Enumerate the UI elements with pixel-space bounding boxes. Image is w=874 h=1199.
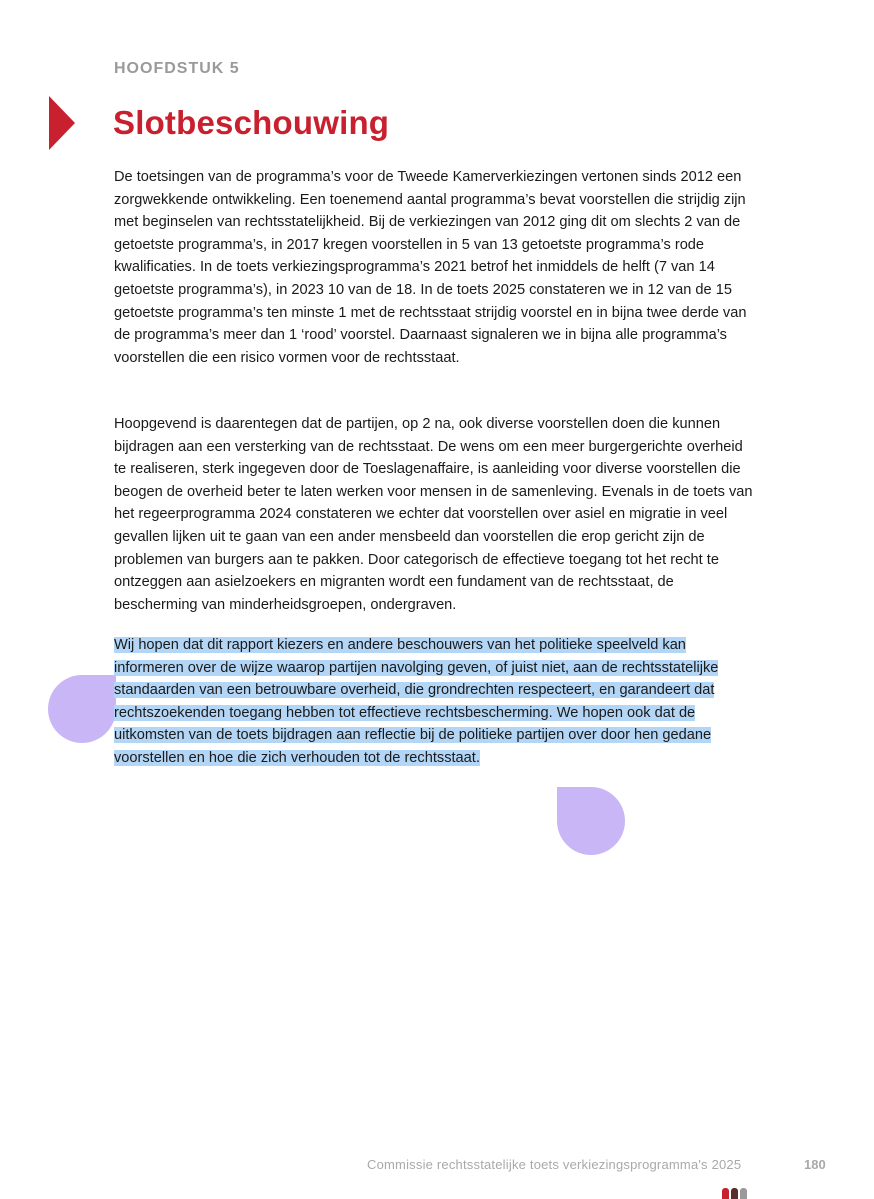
page-number: 180 [804, 1157, 826, 1172]
chapter-marker-triangle [49, 96, 75, 150]
logo-icon [722, 1185, 752, 1199]
page-title: Slotbeschouwing [113, 104, 390, 141]
decorative-blob-left [48, 675, 116, 743]
footer-publication-title: Commissie rechtsstatelijke toets verkiezingsprogramma's 2025 [367, 1157, 742, 1172]
text-selection-highlight[interactable]: Wij hopen dat dit rapport kiezers en andere beschouwers van het politieke speelveld kan informeren over de wijze waarop partijen navolging geven, of juist niet, aan de rechtsstatelijke standaarden van een betrouwbare overheid, die grondrechten respecteert, en garandeert dat rechtszoekenden toegang hebben tot effectieve rechtsbescherming. We hopen ook dat de uitkomsten van de toets bijdragen aan reflectie bij de politieke partijen over door hen gedane voorstellen en hoe die zich verhouden tot de rechtsstaat. [114, 637, 719, 766]
chapter-label: HOOFDSTUK 5 [114, 60, 240, 77]
paragraph-3-selected[interactable] [114, 634, 754, 770]
paragraph-2[interactable]: Hoopgevend is daarentegen dat de partijen, op 2 na, ook diverse voorstellen doen die kunnen bijdragen aan een versterking van de rechtsstaat. De wens om een meer burgergerichte overheid te realiseren, sterk ingegeven door de Toeslagenaffaire, is aanleiding voor diverse voorstellen die beogen de overheid beter te laten werken voor mensen in de samenleving. Evenals in de toets van het regeerprogramma 2024 constateren we echter dat voorstellen over asiel en migratie in veel gevallen lijken uit te gaan van een ander mensbeeld dan voorstellen die erop gericht zijn de problemen van burgers aan te pakken. Door categorisch de effectieve toegang tot het recht te ontzeggen aan asielzoekers en migranten wordt een fundament van de rechtsstaat, de bescherming van minderheidsgroepen, ondergraven. [114, 416, 753, 613]
paragraph-1[interactable]: De toetsingen van de programma’s voor de Tweede Kamerverkiezingen vertonen sinds 2012 een zorgwekkende ontwikkeling. Een toenemend aantal programma’s bevat voorstellen die strijdig zijn met beginselen van rechtsstatelijkheid. Bij de verkiezingen van 2012 ging dit om slechts 2 van de getoetste programma’s, in 2017 kregen voorstellen in 5 van 13 getoetste programma’s rode kwalificaties. In de toets verkiezingsprogramma’s 2021 betrof het inmiddels de helft (7 van 14 getoetste programma’s), in 2023 10 van de 18. In de toets 2025 constateren we in 12 van de 15 getoetste programma’s ten minste 1 met de rechtsstaat strijdig voorstel en in bijna twee derde van de programma’s meer dan 1 ‘rood’ voorstel. Daarnaast signaleren we in bijna alle programma’s voorstellen die een risico vormen voor de rechtsstaat. [114, 169, 747, 366]
decorative-blob-right [557, 787, 625, 855]
